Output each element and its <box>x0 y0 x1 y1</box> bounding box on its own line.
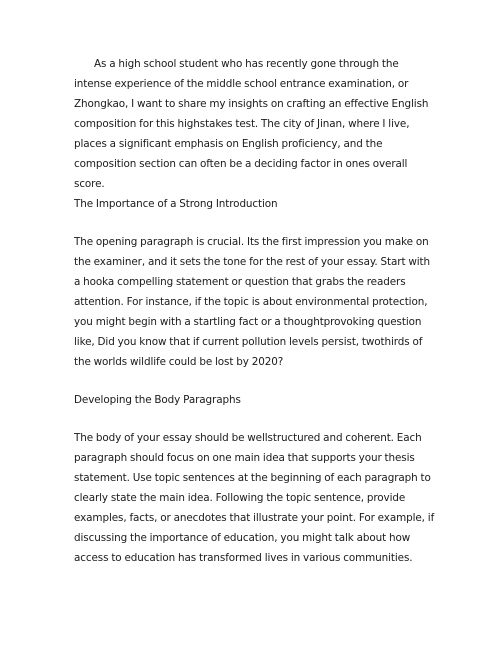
intro-paragraph: As a high school student who has recently gone through the intense experience of the middle school entrance examination, or Zhongkao, I want to share my insights on crafting an effective English composition for this highstakes test. The city of Jinan, where I live, places a significant emphasis on English proficiency, and the composition section can often be a deciding factor in ones overall score. <box>74 58 429 190</box>
section-heading-body-paragraphs: Developing the Body Paragraphs <box>74 394 241 406</box>
section-heading-introduction: The Importance of a Strong Introduction <box>74 198 278 210</box>
introduction-paragraph: The opening paragraph is crucial. Its the first impression you make on the examiner, and it sets the tone for the rest of your essay. Start with a hooka compelling statement or question that grabs the readers attention. For instance, if the topic is about environmental protection, you might begin with a startling fact or a thoughtprovoking question like, Did you know that if current pollution levels persist, twothirds of the worlds wildlife could be lost by 2020? <box>74 236 430 368</box>
body-paragraphs-paragraph: The body of your essay should be wellstructured and coherent. Each paragraph should focus on one main idea that supports your thesis statement. Use topic sentences at the beginning of each paragraph to clearly state the main idea. Following the topic sentence, provide examples, facts, or anecdotes that illustrate your point. For example, if discussing the importance of education, you might talk about how access to education has transformed lives in various communities. <box>74 432 435 564</box>
